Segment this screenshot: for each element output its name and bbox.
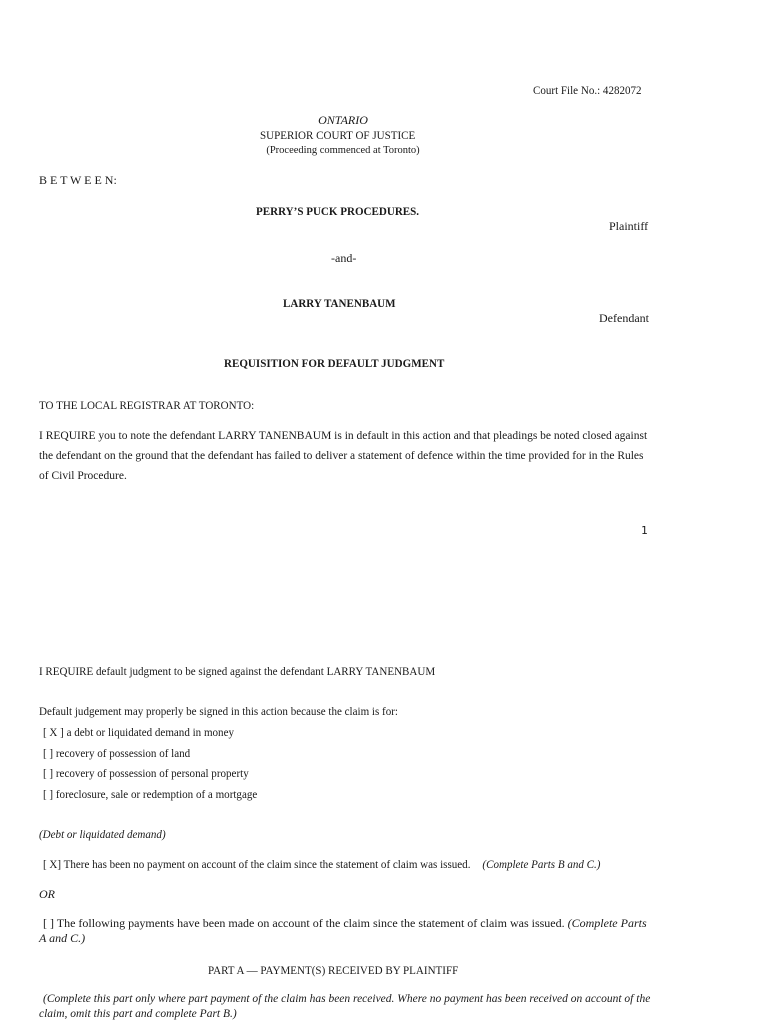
court-file-number: Court File No.: 4282072 <box>533 83 642 97</box>
no-payment-note: (Complete Parts B and C.) <box>482 857 601 871</box>
claim-option-debt: [ X ] a debt or liquidated demand in money <box>43 725 235 739</box>
part-a-instruction-text: (Complete this part only where part payment of the claim has been received. Where no payment has been received on account of the claim, omit this part and complete Part B.) <box>39 993 651 1020</box>
claim-option-land: [ ] recovery of possession of land <box>43 746 191 760</box>
debt-heading: (Debt or liquidated demand) <box>39 827 166 841</box>
court-name: SUPERIOR COURT OF JUSTICE <box>260 128 416 142</box>
between-label: B E T W E E N: <box>39 173 117 187</box>
defendant-name: LARRY TANENBAUM <box>283 296 396 310</box>
plaintiff-name: PERRY’S PUCK PROCEDURES. <box>256 204 420 218</box>
payments-made-paragraph <box>39 916 651 946</box>
no-payment-line <box>43 857 600 872</box>
and-separator: -and- <box>331 251 357 265</box>
or-label: OR <box>39 887 55 901</box>
plaintiff-role: Plaintiff <box>609 219 649 233</box>
province-heading: ONTARIO <box>318 113 368 127</box>
page-number: 1 <box>641 524 648 537</box>
document-title: REQUISITION FOR DEFAULT JUDGMENT <box>224 356 445 370</box>
noting-default-paragraph: I REQUIRE you to note the defendant LARRY TANENBAUM is in default in this action and that pleadings be noted closed against the defendant on the ground that the defendant has failed to deliver a statement of defence within the time provided for in the Rules of Civil Procedure. <box>39 430 648 482</box>
part-a-instruction <box>39 992 651 1022</box>
no-payment-text: [ X] There has been no payment on account of the claim since the statement of claim was issued. <box>43 857 471 871</box>
part-a-heading: PART A — PAYMENT(S) RECEIVED BY PLAINTIFF <box>208 963 459 977</box>
claim-option-personal-property: [ ] recovery of possession of personal property <box>43 766 249 780</box>
addressee: TO THE LOCAL REGISTRAR AT TORONTO: <box>39 398 255 412</box>
claim-option-mortgage: [ ] foreclosure, sale or redemption of a mortgage <box>43 787 258 801</box>
payments-made-note: (Complete Parts A and C.) <box>39 916 647 945</box>
proceeding-location: (Proceeding commenced at Toronto) <box>266 145 420 156</box>
payments-made-text: [ ] The following payments have been made on account of the claim since the statement of claim was issued. <box>43 916 565 930</box>
require-judgment-text: I REQUIRE default judgment to be signed against the defendant LARRY TANENBAUM <box>39 664 436 678</box>
defendant-role: Defendant <box>599 311 649 325</box>
claim-intro: Default judgement may properly be signed in this action because the claim is for: <box>39 704 399 718</box>
